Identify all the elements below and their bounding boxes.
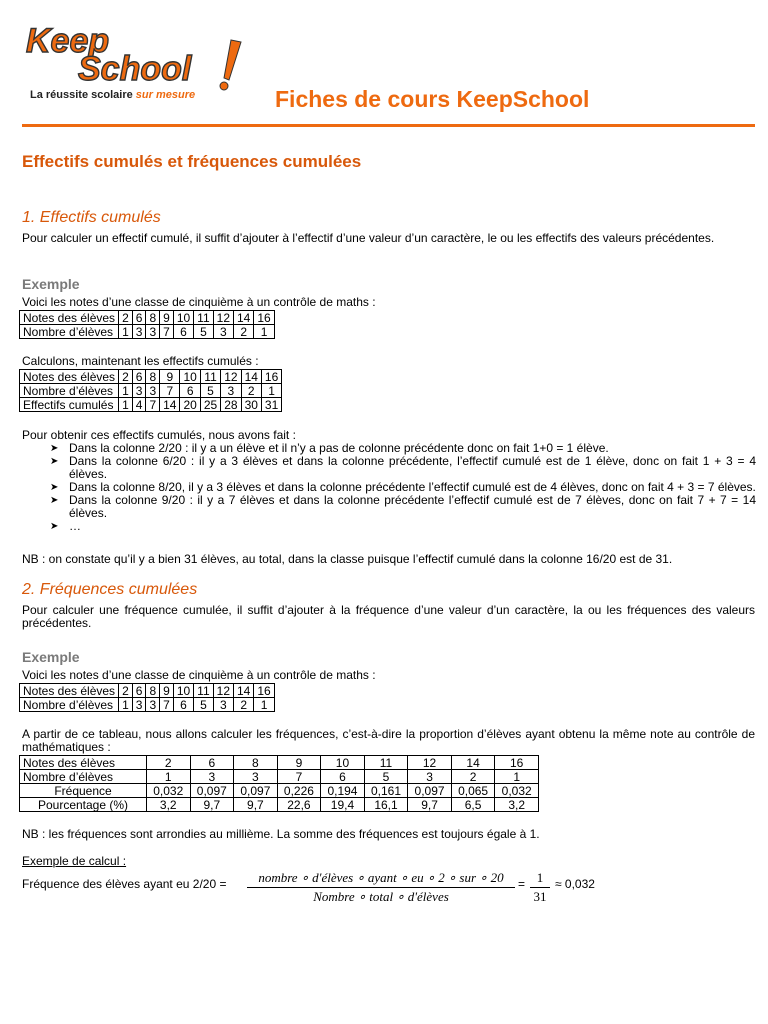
table-cell: 2 <box>241 384 261 398</box>
table-cell: 2 <box>119 684 133 698</box>
notes-table-2 <box>19 683 275 712</box>
table-cell: 7 <box>160 325 174 339</box>
table-row <box>20 756 539 770</box>
table-cell: 10 <box>173 684 193 698</box>
header-divider <box>22 124 755 127</box>
table-cell: 0,226 <box>277 784 321 798</box>
table-cell: 10 <box>173 311 193 325</box>
table-cell: 14 <box>160 398 180 412</box>
table-cell: 8 <box>146 370 160 384</box>
fraction-bar <box>247 887 515 888</box>
table-row <box>20 325 275 339</box>
table-cell: 16 <box>495 756 539 770</box>
table-cell: 2 <box>451 770 495 784</box>
table-cell: 5 <box>194 325 213 339</box>
table-cell: 3 <box>234 770 278 784</box>
table-cell: Pourcentage (%) <box>20 798 147 812</box>
table-cell: 3 <box>190 770 234 784</box>
table-cell: 6 <box>321 770 365 784</box>
table-cell: 3,2 <box>495 798 539 812</box>
table-row <box>20 798 539 812</box>
table-cell: Fréquence <box>20 784 147 798</box>
table-cell: 20 <box>180 398 200 412</box>
table-cell: 9,7 <box>190 798 234 812</box>
table-cell: 0,032 <box>147 784 191 798</box>
section-2-example-heading: Exemple <box>22 649 80 665</box>
table-row <box>20 784 539 798</box>
table-cell: 1 <box>147 770 191 784</box>
table-cell: Notes des élèves <box>20 684 119 698</box>
table-cell: 11 <box>194 684 213 698</box>
table-cell: 6,5 <box>451 798 495 812</box>
section-1-example-intro: Voici les notes d’une classe de cinquième à un contrôle de maths : <box>22 295 376 309</box>
table-cell: 3 <box>132 698 146 712</box>
section-1-example-heading: Exemple <box>22 276 80 292</box>
table-cell: 11 <box>200 370 220 384</box>
document-title: Fiches de cours KeepSchool <box>275 86 590 112</box>
table-cell: 0,032 <box>495 784 539 798</box>
table-cell: 9 <box>160 311 174 325</box>
table-row <box>20 698 275 712</box>
list-item: ➤ Dans la colonne 6/20 : il y a 3 élèves et dans la colonne précédente, l’effectif cumulé est de 1 élève, donc on fait 1 + 3 = 4 élèves. <box>50 454 756 481</box>
fraction-result <box>530 871 550 904</box>
table-cell: 9 <box>160 684 174 698</box>
table-cell: 30 <box>241 398 261 412</box>
fraction-denominator: Nombre ∘ total ∘ d'élèves <box>313 889 449 904</box>
table-cell: 25 <box>200 398 220 412</box>
table-cell: Nombre d’élèves <box>20 384 119 398</box>
table-cell: 0,097 <box>234 784 278 798</box>
arrow-bullet-icon: ➤ <box>50 456 59 467</box>
section-2-example-intro: Voici les notes d’une classe de cinquième à un contrôle de maths : <box>22 668 376 682</box>
table-cell: 22,6 <box>277 798 321 812</box>
table-row <box>20 384 282 398</box>
table-cell: 8 <box>146 311 160 325</box>
table-cell: Notes des élèves <box>20 756 147 770</box>
table-cell: 4 <box>132 398 146 412</box>
table-cell: 10 <box>180 370 200 384</box>
table-cell: 0,161 <box>364 784 408 798</box>
section-2-nb: NB : les fréquences sont arrondies au millième. La somme des fréquences est toujours égale à 1. <box>22 827 540 841</box>
steps-list <box>22 442 756 533</box>
logo-graphic <box>18 18 258 104</box>
table-cell: Nombre d’élèves <box>20 325 119 339</box>
table-cell: 9 <box>277 756 321 770</box>
list-item: ➤ Dans la colonne 8/20, il y a 3 élèves et dans la colonne précédente l’effectif cumulé est de 4 élèves, donc on fait 4 + 3 = 7 élèves. <box>50 480 756 494</box>
table-row <box>20 684 275 698</box>
section-1-steps-intro: Pour obtenir ces effectifs cumulés, nous avons fait : <box>22 428 296 442</box>
section-1-calc-intro: Calculons, maintenant les effectifs cumulés : <box>22 354 259 368</box>
fraction-result-numerator: 1 <box>536 870 544 885</box>
table-cell: 2 <box>119 370 133 384</box>
effectifs-cumules-table <box>19 369 282 412</box>
fraction-formula <box>247 871 515 904</box>
table-cell: 7 <box>160 384 180 398</box>
table-cell: 16 <box>254 684 274 698</box>
list-item: ➤ … <box>50 519 81 533</box>
table-row <box>20 398 282 412</box>
list-item: ➤ Dans la colonne 9/20 : il y a 7 élèves et dans la colonne précédente l’effectif cumulé est de 7 élèves, donc on fait 7 + 7 = 14 élèves. <box>50 493 756 520</box>
section-2-intro: Pour calculer une fréquence cumulée, il suffit d’ajouter à la fréquence d’une valeur d’un caractère, la ou les fréquences des valeurs précédentes. <box>22 603 755 630</box>
calc-example-label: Exemple de calcul : <box>22 854 127 868</box>
section-2-heading: 2. Fréquences cumulées <box>22 581 198 598</box>
notes-table <box>19 310 275 339</box>
arrow-bullet-icon: ➤ <box>50 521 59 532</box>
table-cell: Nombre d’élèves <box>20 698 119 712</box>
table-cell: 7 <box>277 770 321 784</box>
fraction-result-bar <box>530 887 550 888</box>
table-cell: 7 <box>160 698 174 712</box>
table-cell: 14 <box>234 311 254 325</box>
table-cell: 1 <box>495 770 539 784</box>
frequences-table <box>19 755 539 812</box>
table-cell: 11 <box>364 756 408 770</box>
table-cell: 0,097 <box>408 784 452 798</box>
table-cell: 6 <box>190 756 234 770</box>
table-cell: 6 <box>173 325 193 339</box>
calc-prefix: Fréquence des élèves ayant eu 2/20 = <box>22 877 227 891</box>
table-cell: 0,194 <box>321 784 365 798</box>
table-cell: 11 <box>194 311 213 325</box>
table-cell: 5 <box>364 770 408 784</box>
table-cell: 1 <box>119 384 133 398</box>
table-row <box>20 311 275 325</box>
table-cell: 1 <box>254 698 274 712</box>
table-cell: 12 <box>213 684 233 698</box>
keepschool-logo <box>18 18 258 104</box>
table-cell: 16,1 <box>364 798 408 812</box>
table-cell: 16 <box>254 311 274 325</box>
table-cell: 3 <box>146 325 160 339</box>
table-cell: 0,097 <box>190 784 234 798</box>
fraction-result-denominator: 31 <box>533 889 547 904</box>
logo-word-school: School <box>78 50 192 88</box>
section-1-nb: NB : on constate qu’il y a bien 31 élèves, au total, dans la classe puisque l’effectif cumulé dans la colonne 16/20 est de 31. <box>22 552 673 566</box>
table-cell: 8 <box>234 756 278 770</box>
fraction-numerator: nombre ∘ d'élèves ∘ ayant ∘ eu ∘ 2 ∘ sur ∘ 20 <box>258 870 504 885</box>
table-row <box>20 770 539 784</box>
table-cell: 2 <box>119 311 133 325</box>
table-cell: 9 <box>160 370 180 384</box>
table-cell: 6 <box>180 384 200 398</box>
table-cell: 3 <box>213 325 233 339</box>
table-cell: 0,065 <box>451 784 495 798</box>
logo-tagline: La réussite scolaire sur mesure <box>30 89 196 101</box>
table-cell: 1 <box>119 398 133 412</box>
table-cell: Nombre d’élèves <box>20 770 147 784</box>
arrow-bullet-icon: ➤ <box>50 495 59 506</box>
table-cell: Notes des élèves <box>20 370 119 384</box>
table-cell: 3 <box>213 698 233 712</box>
table-cell: 12 <box>213 311 233 325</box>
arrow-bullet-icon: ➤ <box>50 482 59 493</box>
pencil-icon <box>220 40 241 90</box>
table-cell: 14 <box>241 370 261 384</box>
main-title: Effectifs cumulés et fréquences cumulées <box>22 152 362 171</box>
table-cell: 6 <box>173 698 193 712</box>
table-cell: 1 <box>261 384 281 398</box>
arrow-bullet-icon: ➤ <box>50 443 59 454</box>
table-row <box>20 370 282 384</box>
table-cell: 19,4 <box>321 798 365 812</box>
table-cell: 5 <box>194 698 213 712</box>
table-cell: 7 <box>146 398 160 412</box>
table-cell: 9,7 <box>408 798 452 812</box>
table-cell: 3 <box>221 384 241 398</box>
table-cell: 1 <box>119 325 133 339</box>
table-cell: 3 <box>146 698 160 712</box>
table-cell: 3 <box>132 325 146 339</box>
table-cell: 16 <box>261 370 281 384</box>
section-1-heading: 1. Effectifs cumulés <box>22 209 161 226</box>
table-cell: 5 <box>200 384 220 398</box>
table-cell: Effectifs cumulés <box>20 398 119 412</box>
table-cell: 14 <box>234 684 254 698</box>
table-cell: 3 <box>146 384 160 398</box>
table-cell: 2 <box>234 698 254 712</box>
calc-result: ≈ 0,032 <box>555 877 595 891</box>
table-cell: 3 <box>132 384 146 398</box>
table-cell: Notes des élèves <box>20 311 119 325</box>
table-cell: 1 <box>119 698 133 712</box>
table-cell: 6 <box>132 684 146 698</box>
table-cell: 31 <box>261 398 281 412</box>
table-cell: 1 <box>254 325 274 339</box>
table-cell: 14 <box>451 756 495 770</box>
table-cell: 9,7 <box>234 798 278 812</box>
table-cell: 6 <box>132 311 146 325</box>
table-cell: 8 <box>146 684 160 698</box>
table-cell: 12 <box>221 370 241 384</box>
section-1-intro: Pour calculer un effectif cumulé, il suffit d’ajouter à l’effectif d’une valeur d’un caractère, le ou les effectifs des valeurs précédentes. <box>22 231 715 245</box>
list-item: ➤ Dans la colonne 2/20 : il y a un élève et il n’y a pas de colonne précédente donc on fait 1+0 = 1 élève. <box>50 441 609 455</box>
table-cell: 3,2 <box>147 798 191 812</box>
table-cell: 12 <box>408 756 452 770</box>
table-cell: 10 <box>321 756 365 770</box>
table-cell: 2 <box>147 756 191 770</box>
calc-equals: = <box>518 877 526 891</box>
table-cell: 6 <box>132 370 146 384</box>
table-cell: 2 <box>234 325 254 339</box>
section-2-freq-intro: A partir de ce tableau, nous allons calculer les fréquences, c’est-à-dire la proportion d’élèves ayant obtenu la même note au contrôle de mathématiques : <box>22 727 755 754</box>
table-cell: 3 <box>408 770 452 784</box>
logo-word-keep: Keep <box>26 22 110 60</box>
table-cell: 28 <box>221 398 241 412</box>
